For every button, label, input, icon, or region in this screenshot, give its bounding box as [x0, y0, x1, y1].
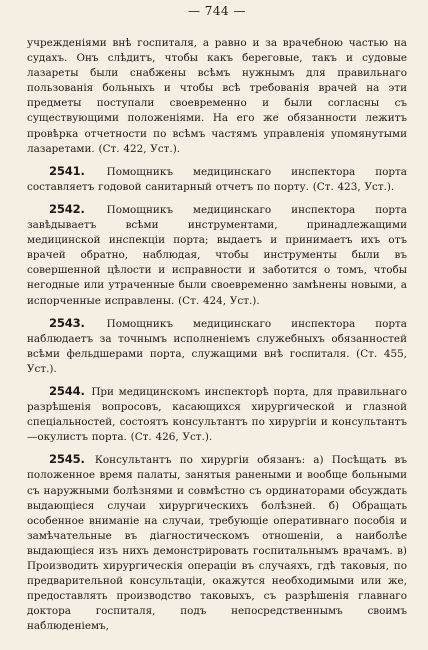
article-2544: [27, 384, 407, 445]
article-text: Помощникъ медицинскаго инспектора порта наблюдаетъ за точнымъ исполненіемъ служебныхъ обязанностей всѣми фельдшерами порта, служащими внѣ госпиталя. (Ст. 455, Уст.).: [27, 317, 407, 375]
paragraph-continuation: [27, 36, 407, 157]
article-number: 2545.: [49, 452, 85, 467]
article-2545: [27, 452, 407, 634]
article-number: 2542.: [49, 201, 85, 216]
article-2543: [27, 316, 407, 377]
article-2541: [27, 164, 407, 195]
article-text: Помощникъ медицинскаго инспектора порта составляетъ годовой санитарный отчетъ по порту. (Ст. 423, Уст.).: [27, 165, 407, 193]
article-text: Помощникъ медицинскаго инспектора порта завѣдываетъ всѣми инструментами, принадлежащими медицинской инспекціи порта; выдаетъ и принимаетъ ихъ отъ врачей обратно, наблюдая, чтобы инструменты были въ совершенной цѣлости и исправности и заботится о томъ, чтобы негодные или утраченные были своевременно замѣнены новыми, а испорченные исправлены. (Ст. 424, Уст.).: [27, 203, 407, 307]
paragraph-text: учрежденіями внѣ госпиталя, а равно и за врачебною частью на судахъ. Онъ слѣдитъ, чтобы какъ береговые, такъ и судовые лазареты были снабжены всѣмъ нужнымъ для правильнаго пользованія больныхъ и чтобы всѣ требованія врачей на эти предметы поступали своевременно и были согласны съ существующими положеніями. На его же обязанности лежитъ провѣрка отчетности по всѣмъ частямъ управленія упомянутыми лазаретами. (Ст. 422, Уст.).: [27, 37, 407, 155]
article-2542: [27, 202, 407, 309]
page-number: — 744 —: [187, 4, 247, 18]
article-text: Консультантъ по хирургіи обязанъ: а) Посѣщать въ положенное время палаты, занятыя ранеными и вообще больными съ наружными болѣзнями и совмѣстно съ ординаторами обсуждать выдающіеся случаи хирургическихъ болѣзней. б) Обращать особенное вниманіе на случаи, требующіе оперативнаго пособія и замѣчательные въ діагностическомъ отношеніи, а наиболѣе выдающіеся изъ нихъ демонстрировать госпитальнымъ врачамъ. в) Производить хирургическія операціи въ случаяхъ, гдѣ таковыя, по предварительной консультаціи, окажутся необходимыми или же, предоставлять производство таковыхъ, съ разрѣшенія главнаго доктора госпиталя, подъ непосредственнымъ своимъ наблюденіемъ,: [27, 454, 407, 633]
article-text: При медицинскомъ инспекторѣ порта, для правильнаго разрѣшенія вопросовъ, касающихся хирургической и глазной спеціальностей, состоятъ консультантъ по хирургіи и консультантъ—окулистъ порта. (Ст. 426, Уст.).: [27, 385, 407, 444]
article-number: 2541.: [49, 163, 85, 178]
article-number: 2543.: [49, 315, 85, 330]
article-number: 2544.: [49, 383, 85, 398]
